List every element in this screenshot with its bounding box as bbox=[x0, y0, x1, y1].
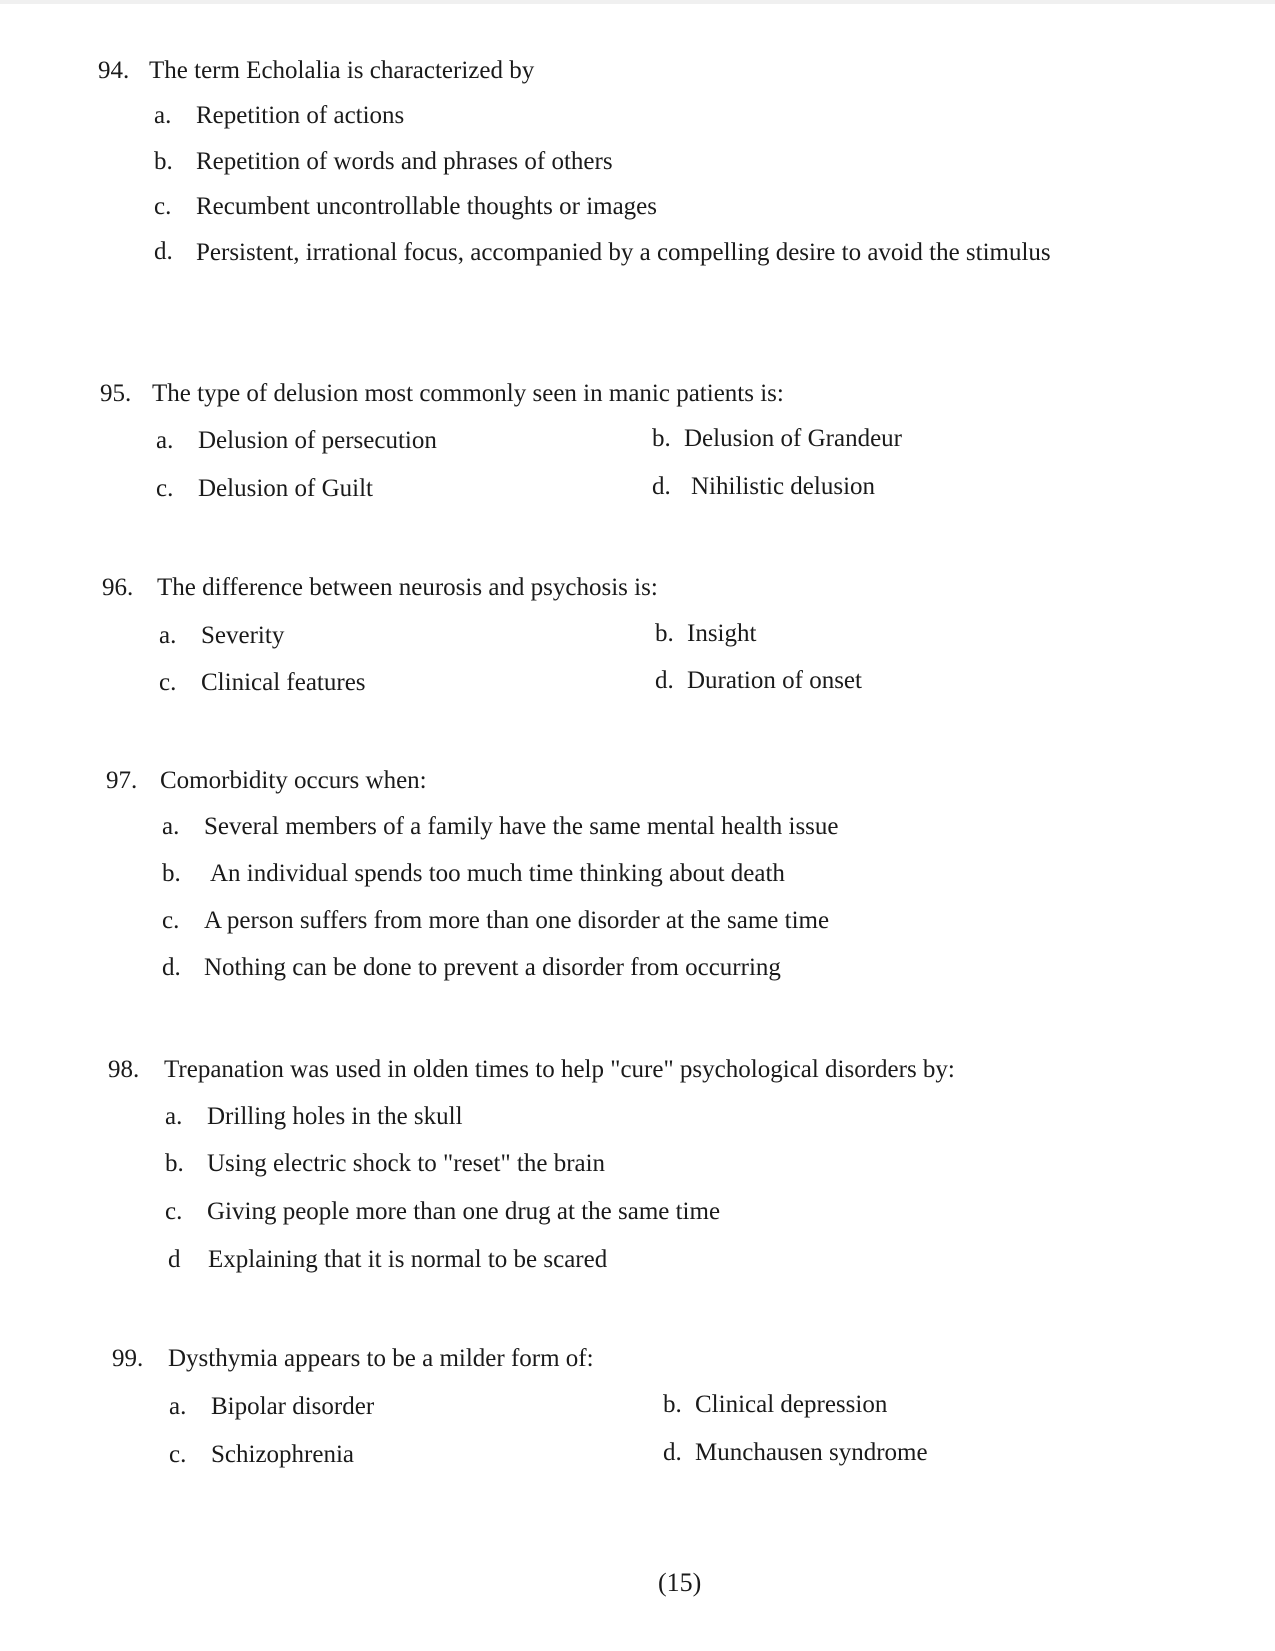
option-text: Nothing can be done to prevent a disorder from occurring bbox=[204, 954, 781, 981]
question-text: The type of delusion most commonly seen in manic patients is: bbox=[152, 380, 784, 407]
option-text: Munchausen syndrome bbox=[695, 1439, 928, 1466]
option-letter: d. bbox=[154, 238, 173, 265]
option-letter: d. bbox=[652, 473, 671, 500]
option-text: Clinical depression bbox=[695, 1391, 888, 1418]
question-text: Dysthymia appears to be a milder form of: bbox=[168, 1345, 594, 1372]
option-letter: c. bbox=[165, 1198, 183, 1225]
option-letter: a. bbox=[165, 1103, 183, 1130]
option-letter: d. bbox=[655, 667, 674, 694]
option-text: Recumbent uncontrollable thoughts or images bbox=[196, 193, 658, 220]
option-letter: b. bbox=[655, 620, 674, 647]
option-text: Bipolar disorder bbox=[211, 1393, 375, 1420]
option-text: Severity bbox=[201, 622, 285, 649]
question-number: 98. bbox=[108, 1056, 140, 1083]
option-letter: a. bbox=[159, 622, 177, 649]
question-number: 96. bbox=[102, 574, 134, 601]
option-letter: b. bbox=[165, 1150, 184, 1177]
option-text: A person suffers from more than one disorder at the same time bbox=[204, 907, 830, 934]
option-letter: d. bbox=[663, 1439, 682, 1466]
option-text: Insight bbox=[687, 620, 757, 647]
option-text: Giving people more than one drug at the same time bbox=[207, 1198, 721, 1225]
page-number: (15) bbox=[658, 1568, 702, 1597]
option-text: Nihilistic delusion bbox=[691, 473, 876, 500]
option-letter: b. bbox=[162, 860, 181, 887]
option-letter: b. bbox=[154, 148, 173, 175]
option-letter: a. bbox=[154, 102, 172, 129]
option-letter: c. bbox=[156, 475, 174, 502]
question-text: Trepanation was used in olden times to help "cure" psychological disorders by: bbox=[164, 1056, 955, 1083]
option-letter: a. bbox=[162, 813, 180, 840]
option-letter: c. bbox=[162, 907, 180, 934]
question-number: 95. bbox=[100, 380, 132, 407]
question-96 bbox=[102, 573, 1102, 603]
option-text: Drilling holes in the skull bbox=[207, 1103, 463, 1130]
option-text: Explaining that it is normal to be scared bbox=[208, 1246, 608, 1273]
question-text: Comorbidity occurs when: bbox=[160, 767, 427, 794]
question-number: 94. bbox=[98, 57, 130, 84]
option-text: Repetition of actions bbox=[196, 102, 405, 129]
option-letter: b. bbox=[652, 425, 671, 452]
question-number: 99. bbox=[112, 1345, 144, 1372]
question-94 bbox=[98, 56, 1098, 86]
option-letter: d bbox=[168, 1246, 181, 1273]
option-text: Delusion of Grandeur bbox=[684, 425, 902, 452]
question-99 bbox=[112, 1344, 1112, 1374]
option-text: Delusion of persecution bbox=[198, 427, 437, 454]
option-letter: a. bbox=[169, 1393, 187, 1420]
question-text: The term Echolalia is characterized by bbox=[149, 57, 535, 84]
option-text: Using electric shock to "reset" the brain bbox=[207, 1150, 606, 1177]
option-text: Persistent, irrational focus, accompanied by a compelling desire to avoid the stimulus bbox=[196, 239, 1051, 266]
option-letter: d. bbox=[162, 954, 181, 981]
question-98 bbox=[108, 1055, 1208, 1085]
option-text: Duration of onset bbox=[687, 667, 862, 694]
question-text: The difference between neurosis and psychosis is: bbox=[157, 574, 658, 601]
option-text: Delusion of Guilt bbox=[198, 475, 373, 502]
option-letter: c. bbox=[169, 1441, 187, 1468]
option-letter: b. bbox=[663, 1391, 682, 1418]
option-letter: c. bbox=[154, 193, 172, 220]
option-letter: a. bbox=[156, 427, 174, 454]
question-number: 97. bbox=[106, 767, 138, 794]
option-letter: c. bbox=[159, 669, 177, 696]
option-text: Clinical features bbox=[201, 669, 366, 696]
question-95 bbox=[100, 379, 1100, 409]
scan-edge bbox=[0, 0, 1275, 4]
option-text: Repetition of words and phrases of others bbox=[196, 148, 613, 175]
option-text: An individual spends too much time thinking about death bbox=[210, 860, 785, 887]
question-97 bbox=[106, 766, 1106, 796]
option-text: Several members of a family have the same mental health issue bbox=[204, 813, 839, 840]
option-text: Schizophrenia bbox=[211, 1441, 355, 1468]
